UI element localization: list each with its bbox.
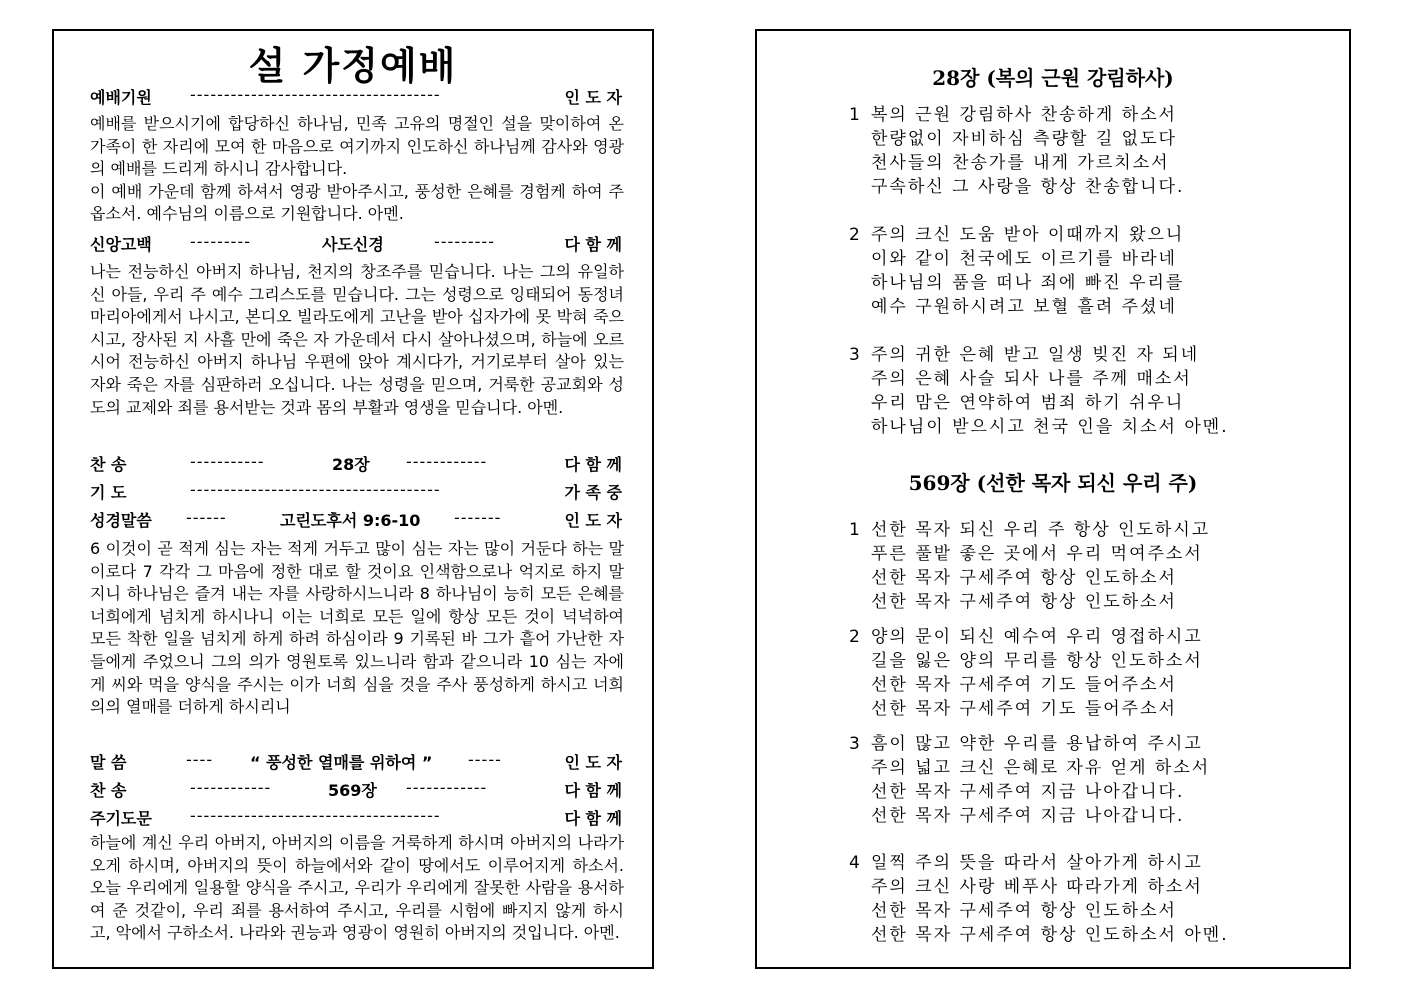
- row-leader: 가 족 중: [564, 483, 622, 502]
- verse-line: 길을 잃은 양의 무리를 항상 인도하소서: [871, 651, 1203, 671]
- row-dashes: -------------------------------------: [190, 85, 441, 104]
- verse-line: 하나님의 품을 떠나 죄에 빠진 우리를: [871, 273, 1185, 293]
- order-row-scripture: [90, 508, 622, 532]
- hymn-verse: [849, 343, 1229, 439]
- hymn-verse: [849, 625, 1203, 721]
- row-dashes: -------: [454, 508, 502, 527]
- row-dashes: -------------------------------------: [190, 480, 441, 499]
- verse-number: 1: [849, 520, 860, 540]
- verse-line: 푸른 풀밭 좋은 곳에서 우리 먹여주소서: [871, 544, 1203, 564]
- row-item: “ 풍성한 열매를 위하여 ”: [250, 753, 433, 772]
- verse-line: 선한 목자 구세주여 항상 인도하소서 아멘.: [871, 925, 1229, 945]
- row-dashes: ----: [186, 750, 214, 769]
- row-item: 569장: [328, 781, 377, 800]
- verse-number: 3: [849, 734, 860, 754]
- verse-line: 선한 목자 구세주여 지금 나아갑니다.: [871, 806, 1185, 826]
- lords-prayer-text: 하늘에 계신 우리 아버지, 아버지의 이름을 거룩하게 하시며 아버지의 나라가 오게 하시며, 아버지의 뜻이 하늘에서와 같이 땅에서도 이루어지게 하소서. 오늘 우리에게 일용할 양식을 주시고, 우리가 우리에게 잘못한 사람을 용서하여 준 것같이, 우리 죄를 용서하여 주시고, 우리를 시험에 빠지지 않게 하시고, 악에서 구하소서. 나라와 권능과 영광이 영원히 아버지의 것입니다. 아멘.: [90, 833, 624, 943]
- hymn-verse: [849, 223, 1185, 319]
- row-label: 성경말씀: [90, 511, 152, 530]
- invocation-paragraph-1: 예배를 받으시기에 합당하신 하나님, 민족 고유의 명절인 설을 맞이하여 온 가족이 한 자리에 모여 한 마음으로 여기까지 인도하신 하나님께 감사와 영광의 예배를 드리게 하시니 감사합니다.: [90, 114, 624, 179]
- verse-line: 주의 크신 사랑 베푸사 따라가게 하소서: [871, 877, 1203, 897]
- order-row-creed: [90, 232, 622, 256]
- row-leader: 다 함 께: [564, 781, 622, 800]
- verse-line: 선한 목자 구세주여 항상 인도하소서: [871, 592, 1177, 612]
- row-dashes: -----: [468, 750, 502, 769]
- row-item: 고린도후서 9:6-10: [280, 511, 421, 530]
- row-dashes: ------------: [190, 778, 272, 797]
- verse-number: 1: [849, 105, 860, 125]
- row-dashes: -------------------------------------: [190, 806, 441, 825]
- hymn-28-title: 28장 (복의 근원 강림하사): [932, 66, 1174, 90]
- verse-line: 선한 목자 구세주여 항상 인도하소서: [871, 901, 1177, 921]
- row-dashes: ---------: [190, 232, 251, 251]
- row-leader: 인 도 자: [564, 753, 622, 772]
- verse-line: 우리 맘은 연약하여 범죄 하기 쉬우니: [871, 393, 1185, 413]
- row-label: 기 도: [90, 483, 127, 502]
- row-dashes: ---------: [434, 232, 495, 251]
- verse-line: 양의 문이 되신 예수여 우리 영접하시고: [871, 627, 1203, 647]
- verse-line: 하나님이 받으시고 천국 인을 치소서 아멘.: [871, 417, 1229, 437]
- verse-line: 주의 넓고 크신 은혜로 자유 얻게 하소서: [871, 758, 1211, 778]
- verse-line: 예수 구원하시려고 보혈 흘려 주셨네: [871, 297, 1177, 317]
- row-label: 예배기원: [90, 88, 152, 107]
- verse-line: 주의 크신 도움 받아 이때까지 왔으니: [871, 225, 1185, 245]
- verse-number: 4: [849, 853, 860, 873]
- verse-number: 3: [849, 345, 860, 365]
- row-leader: 인 도 자: [564, 511, 622, 530]
- row-dashes: ------------: [406, 452, 488, 471]
- row-leader: 다 함 께: [564, 235, 622, 254]
- verse-line: 흠이 많고 약한 우리를 용납하여 주시고: [871, 734, 1203, 754]
- row-leader: 다 함 께: [564, 455, 622, 474]
- page-title: 설 가정예배: [248, 43, 458, 88]
- verse-line: 선한 목자 구세주여 항상 인도하소서: [871, 568, 1177, 588]
- row-dashes: ------: [186, 508, 227, 527]
- verse-line: 주의 귀한 은혜 받고 일생 빚진 자 되네: [871, 345, 1200, 365]
- verse-line: 이와 같이 천국에도 이르기를 바라네: [871, 249, 1177, 269]
- verse-line: 선한 목자 구세주여 지금 나아갑니다.: [871, 782, 1185, 802]
- order-row-prayer: [90, 480, 622, 504]
- row-label: 찬 송: [90, 781, 127, 800]
- verse-line: 선한 목자 구세주여 기도 들어주소서: [871, 675, 1177, 695]
- row-dashes: ------------: [406, 778, 488, 797]
- row-item: 28장: [332, 455, 370, 474]
- verse-line: 한량없이 자비하심 측량할 길 없도다: [871, 129, 1177, 149]
- order-row-invocation: [90, 85, 622, 109]
- creed-text: 나는 전능하신 아버지 하나님, 천지의 창조주를 믿습니다. 나는 그의 유일하신 아들, 우리 주 예수 그리스도를 믿습니다. 그는 성령으로 잉태되어 동정녀 마리아에게서 나시고, 본디오 빌라도에게 고난을 받아 십자가에 못 박혀 죽으시고, 장사된 지 사흘 만에 죽은 자 가운데서 다시 살아나셨으며, 하늘에 오르시어 전능하신 아버지 하나님 우편에 앉아 계시다가, 거기로부터 살아 있는 자와 죽은 자를 심판하러 오십니다. 나는 성령을 믿으며, 거룩한 공교회와 성도의 교제와 죄를 용서받는 것과 몸의 부활과 영생을 믿습니다. 아멘.: [90, 262, 624, 417]
- verse-line: 구속하신 그 사랑을 항상 찬송합니다.: [871, 177, 1185, 197]
- verse-line: 복의 근원 강림하사 찬송하게 하소서: [871, 105, 1177, 125]
- row-leader: 인 도 자: [564, 88, 622, 107]
- verse-line: 선한 목자 구세주여 기도 들어주소서: [871, 699, 1177, 719]
- row-label: 신앙고백: [90, 235, 152, 254]
- order-row-lords-prayer: [90, 806, 622, 830]
- order-row-sermon: [90, 750, 622, 774]
- verse-line: 천사들의 찬송가를 내게 가르치소서: [871, 153, 1170, 173]
- row-label: 말 씀: [90, 753, 127, 772]
- verse-line: 주의 은혜 사슬 되사 나를 주께 매소서: [871, 369, 1192, 389]
- verse-number: 2: [849, 225, 860, 245]
- order-row-hymn-1: [90, 452, 622, 476]
- row-label: 주기도문: [90, 809, 152, 828]
- scripture-text: 6 이것이 곧 적게 심는 자는 적게 거두고 많이 심는 자는 많이 거둔다 하는 말이로다 7 각각 그 마음에 정한 대로 할 것이요 인색함으로나 억지로 하지 말지니 하나님은 즐겨 내는 자를 사랑하시느니라 8 하나님이 능히 모든 은혜를 너희에게 넘치게 하시나니 이는 너희로 모든 일에 항상 모든 것이 넉넉하여 모든 착한 일을 넘치게 하게 하려 하심이라 9 기록된 바 그가 흩어 가난한 자들에게 주었으니 그의 의가 영원토록 있느니라 함과 같으니라 10 심는 자에게 씨와 먹을 양식을 주시는 이가 너희 심을 것을 주사 풍성하게 하시고 너희 의의 열매를 더하게 하시리니: [90, 539, 624, 717]
- worship-order-panel: [52, 29, 654, 969]
- hymn-verse: [849, 103, 1185, 199]
- verse-line: 일찍 주의 뜻을 따라서 살아가게 하시고: [871, 853, 1203, 873]
- hymn-lyrics-panel: [755, 29, 1351, 969]
- hymn-verse: [849, 732, 1211, 828]
- row-leader: 다 함 께: [564, 809, 622, 828]
- hymn-569-title: 569장 (선한 목자 되신 우리 주): [908, 471, 1198, 495]
- hymn-verse: [849, 518, 1211, 614]
- row-label: 찬 송: [90, 455, 127, 474]
- row-dashes: -----------: [190, 452, 265, 471]
- invocation-paragraph-2: 이 예배 가운데 함께 하셔서 영광 받아주시고, 풍성한 은혜를 경험케 하여 주옵소서. 예수님의 이름으로 기원합니다. 아멘.: [90, 181, 624, 224]
- invocation-text: [90, 113, 624, 226]
- verse-number: 2: [849, 627, 860, 647]
- verse-line: 선한 목자 되신 우리 주 항상 인도하시고: [871, 520, 1211, 540]
- hymn-verse: [849, 851, 1229, 947]
- row-item: 사도신경: [322, 235, 384, 254]
- order-row-hymn-2: [90, 778, 622, 802]
